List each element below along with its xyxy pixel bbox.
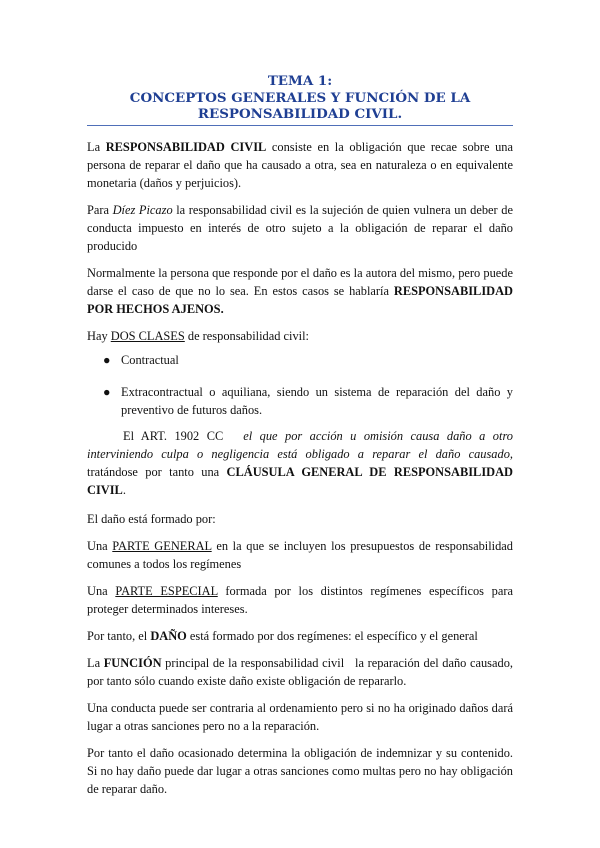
text: la responsabilidad civil es la sujeción de quien vulnera un deber de conducta impuesto en interés de otro sujeto a la obligación de reparar el daño producido — [87, 203, 513, 253]
list-item-text: Contractual — [121, 353, 179, 367]
paragraph-clases — [87, 327, 513, 345]
bold-term: DAÑO — [150, 629, 187, 643]
underlined-term: DOS CLASES — [110, 329, 185, 343]
paragraph-funcion — [87, 654, 517, 690]
italic-quote: el que por acción u omisión causa daño a otro interviniendo culpa o negligencia está obligado a reparar el daño causado, — [87, 429, 513, 461]
text: . — [122, 483, 126, 497]
bullet-icon: ● — [103, 385, 111, 399]
clases-list — [87, 351, 513, 419]
paragraph-dano-regimenes — [87, 627, 513, 645]
text: Por tanto, el — [87, 629, 151, 643]
paragraph-parte-especial — [87, 582, 513, 618]
page-title — [87, 73, 513, 123]
text: Normalmente la persona que responde por el daño es la autora del mismo, pero puede darse el caso de que no lo sea. En estos casos se hablaría — [87, 266, 513, 298]
text: formada por los distintos regímenes específicos para proteger determinados intereses. — [87, 584, 513, 616]
text: en la que se incluyen los presupuestos de responsabilidad comunes a todos los regímenes — [87, 539, 513, 571]
title-line-1: TEMA 1: — [267, 73, 333, 89]
text: La — [87, 656, 104, 670]
paragraph-parte-general — [87, 537, 513, 573]
text: tratándose por tanto una — [87, 465, 227, 479]
text: consiste en la obligación que recae sobre una persona de reparar el daño que ha causado a otra, sea en naturaleza o en equivalente monetaria (daños y perjuicios). — [87, 140, 513, 190]
bold-term: FUNCIÓN — [103, 656, 162, 670]
bullet-icon: ● — [103, 353, 111, 367]
underlined-term: PARTE GENERAL — [112, 539, 212, 553]
text: Para — [87, 203, 113, 217]
text: principal de la responsabilidad civil la reparación del daño causado, por tanto sólo cuando existe daño existe obligación de repararlo. — [87, 656, 517, 688]
paragraph-conducta: Una conducta puede ser contraria al ordenamiento pero si no ha originado daños dará lugar a otras sanciones pero no a la reparación. — [87, 701, 513, 733]
paragraph-hechos-ajenos — [87, 264, 513, 318]
text: de responsabilidad civil: — [184, 329, 310, 343]
text: La — [87, 140, 106, 154]
title-line-3: RESPONSABILIDAD CIVIL. — [197, 106, 403, 122]
document-body — [87, 138, 517, 807]
list-item — [87, 351, 513, 369]
paragraph-definition — [87, 138, 513, 192]
bold-term: RESPONSABILIDAD CIVIL — [105, 140, 267, 154]
text: está formado por dos regímenes: el específico y el general — [186, 629, 478, 643]
paragraph-dano-formado: El daño está formado por: — [87, 512, 216, 526]
title-line-2: CONCEPTOS GENERALES Y FUNCIÓN DE LA — [129, 89, 471, 106]
text: Una — [87, 539, 113, 553]
underlined-term: PARTE ESPECIAL — [115, 584, 218, 598]
text: Una — [87, 584, 116, 598]
paragraph-art-1902 — [87, 427, 513, 499]
paragraph-indemnizar: Por tanto el daño ocasionado determina la obligación de indemnizar y su contenido. Si no hay daño puede dar lugar a otras sanciones como multas pero no hay obligación de reparar daño. — [87, 746, 513, 796]
paragraph-diez-picazo — [87, 201, 513, 255]
bold-term: CLÁUSULA GENERAL DE RESPONSABILIDAD CIVIL — [87, 465, 513, 497]
list-item — [87, 383, 513, 419]
text: El ART. 1902 CC — [123, 429, 224, 443]
title-divider — [87, 125, 513, 126]
list-item-text: Extracontractual o aquiliana, siendo un sistema de reparación del daño y preventivo de futuros daños. — [121, 385, 513, 417]
italic-author: Díez Picazo — [112, 203, 173, 217]
text: Hay — [87, 329, 111, 343]
bold-term: RESPONSABILIDAD POR HECHOS AJENOS. — [87, 284, 513, 316]
